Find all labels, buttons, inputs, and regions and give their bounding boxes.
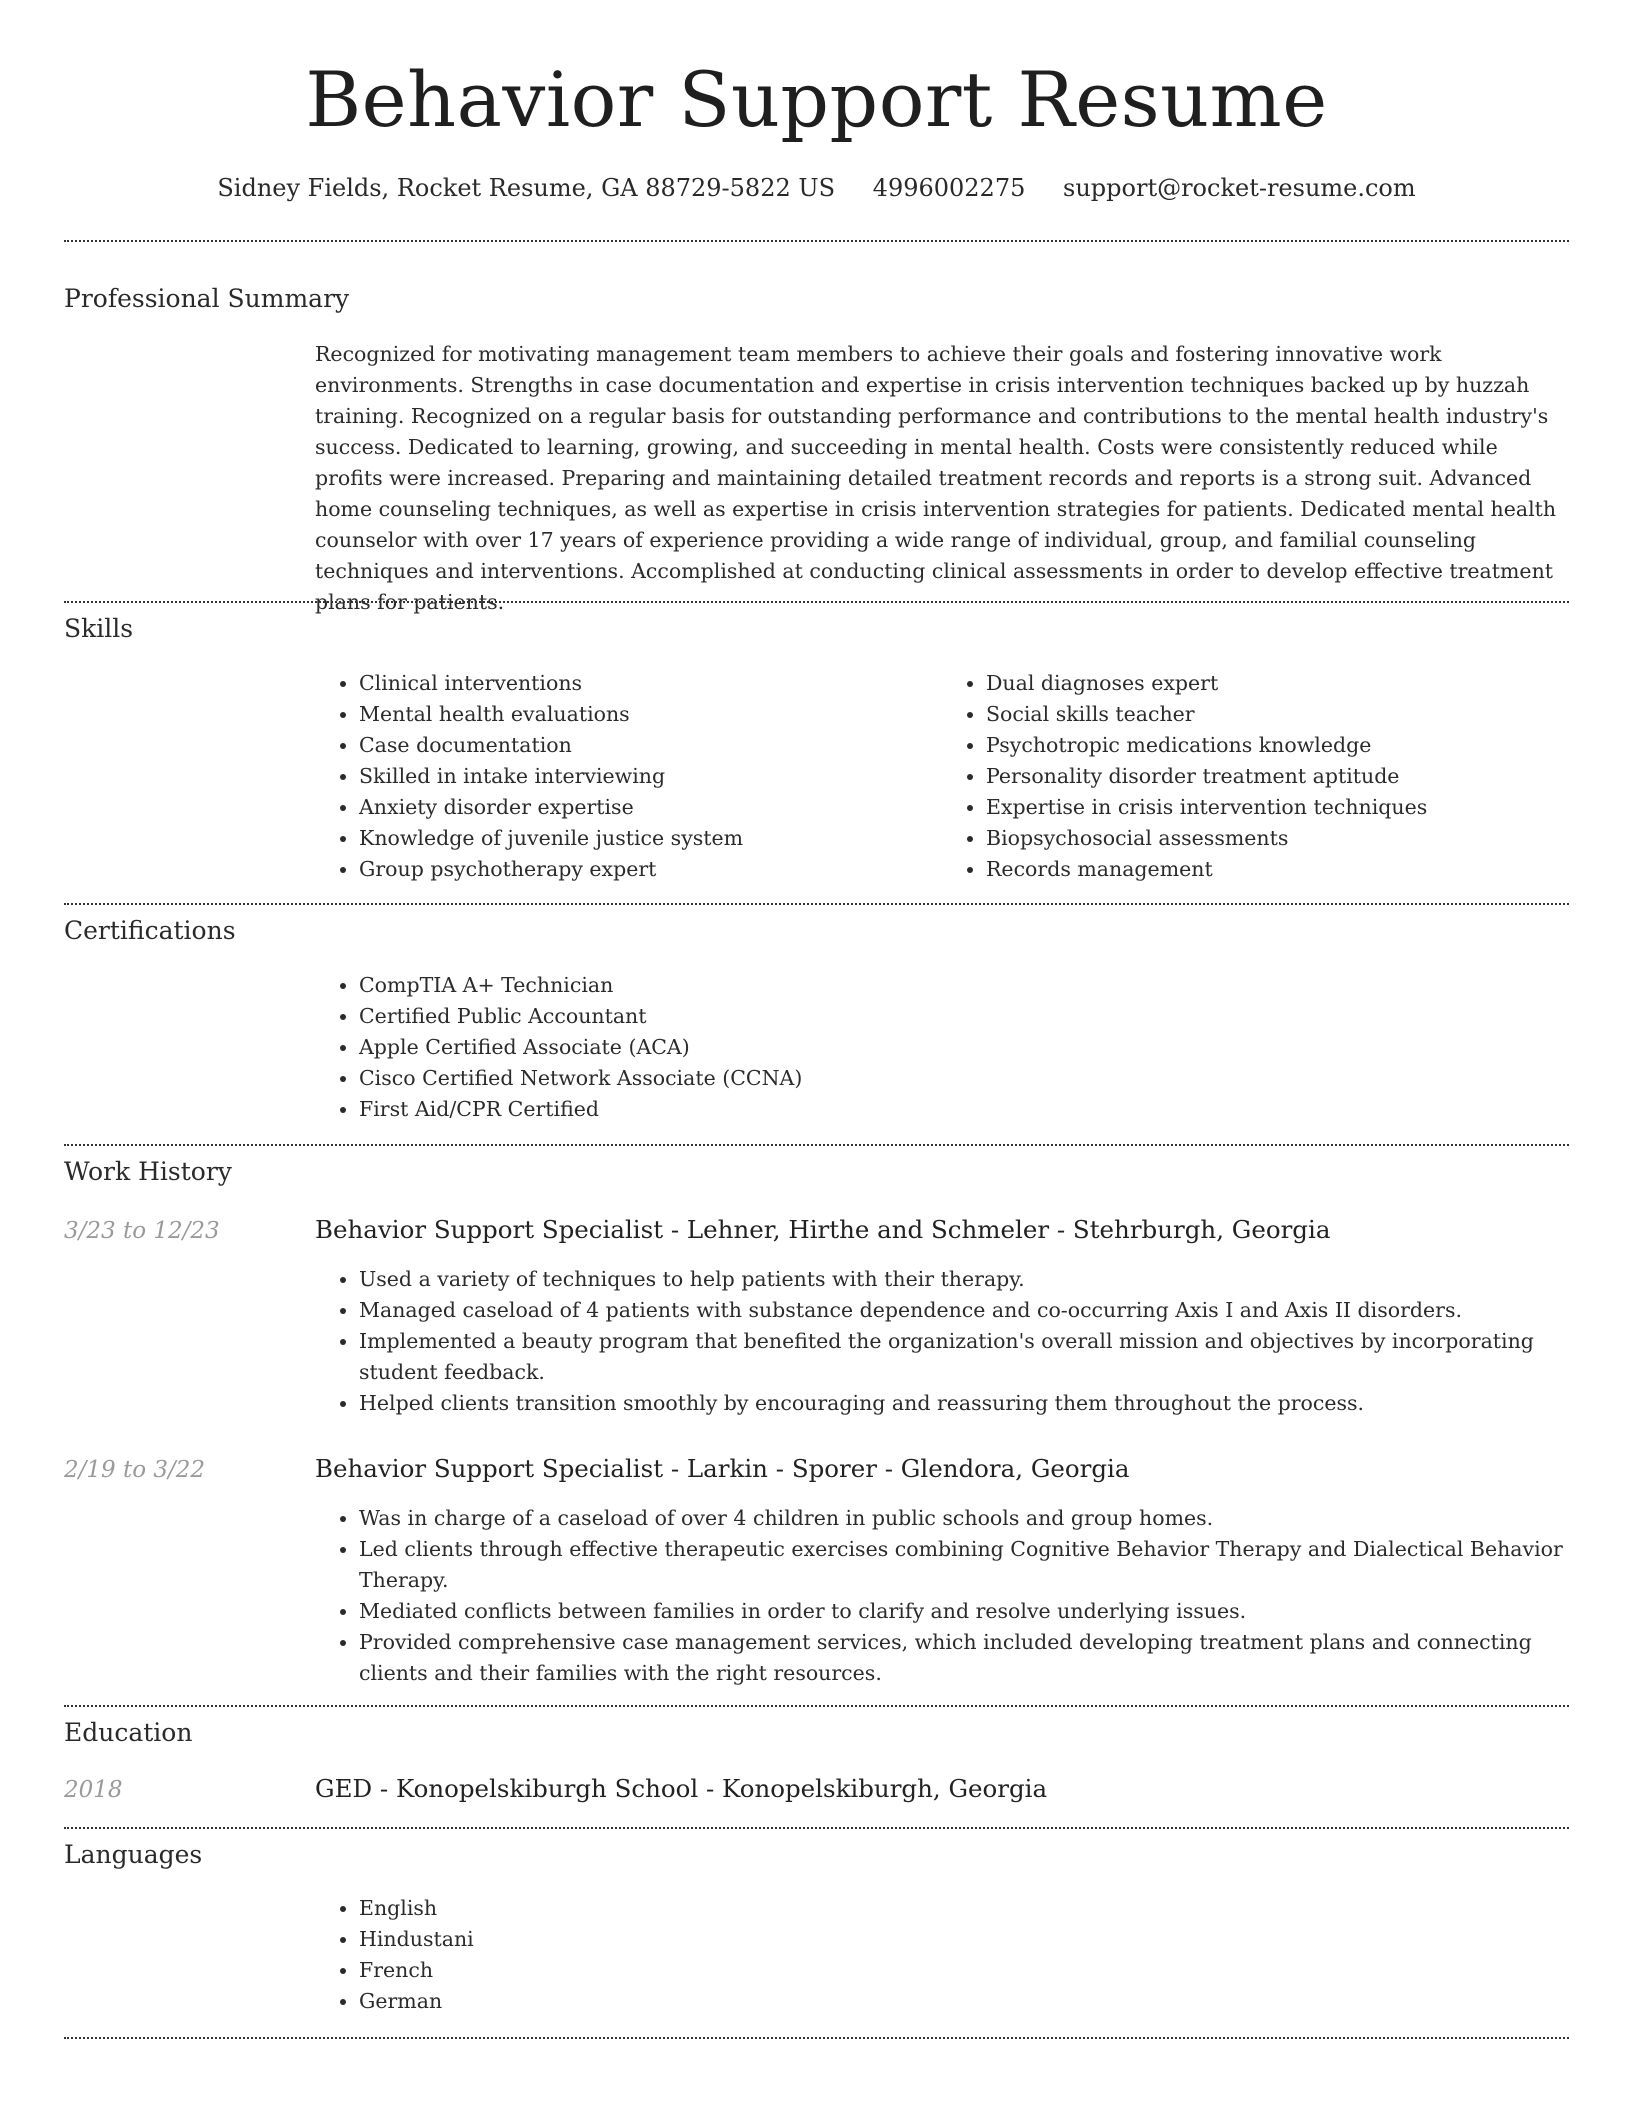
skill-item: • Records management <box>986 854 1569 885</box>
languages-section <box>315 1893 1569 2017</box>
job-bullet: • Implemented a beauty program that benefited the organization's overall mission and objectives by incorporating student feedback. <box>359 1326 1569 1388</box>
job-bullet: • Provided comprehensive case management services, which included developing treatment plans and connecting clients and their families with the right resources. <box>359 1627 1569 1689</box>
education-year: 2018 <box>64 1777 123 1803</box>
job-bullet: • Led clients through effective therapeutic exercises combining Cognitive Behavior Therapy and Dialectical Behavior Therapy. <box>359 1534 1569 1596</box>
skill-item: • Anxiety disorder expertise <box>359 792 942 823</box>
certification-item: • Certified Public Accountant <box>359 1001 1569 1032</box>
contact-line <box>64 170 1569 206</box>
skill-item: • Personality disorder treatment aptitude <box>986 761 1569 792</box>
contact-address: Sidney Fields, Rocket Resume, GA 88729-5822 US <box>217 174 836 202</box>
job-dates: 3/23 to 12/23 <box>64 1218 220 1244</box>
education-heading: GED - Konopelskiburgh School - Konopelskiburgh, Georgia <box>315 1774 1048 1803</box>
skills-section <box>315 668 1569 885</box>
summary-text: Recognized for motivating management team members to achieve their goals and fostering innovative work environments. Strengths in case documentation and expertise in crisis intervention techniques backed up by huzzah training. Recognized on a regular basis for outstanding performance and contributions to the mental health industry's success. Dedicated to learning, growing, and succeeding in mental health. Costs were consistently reduced while profits were increased. Preparing and maintaining detailed treatment records and reports is a strong suit. Advanced home counseling techniques, as well as expertise in crisis intervention strategies for patients. Dedicated mental health counselor with over 17 years of experience providing a wide range of individual, group, and familial counseling techniques and interventions. Accomplished at conducting clinical assessments in order to develop effective treatment plans for patients. <box>315 342 1557 614</box>
skill-item: • Expertise in crisis intervention techniques <box>986 792 1569 823</box>
divider <box>64 1705 1569 1707</box>
contact-phone: 4996002275 <box>872 174 1026 202</box>
job-bullets <box>315 1264 1569 1419</box>
section-title-summary: Professional Summary <box>64 284 350 313</box>
skill-item: • Case documentation <box>359 730 942 761</box>
job-details <box>315 1503 1569 1689</box>
language-item: • French <box>359 1955 1569 1986</box>
certification-item: • Apple Certified Associate (ACA) <box>359 1032 1569 1063</box>
skill-item: • Clinical interventions <box>359 668 942 699</box>
certification-item: • CompTIA A+ Technician <box>359 970 1569 1001</box>
certification-item: • First Aid/CPR Certified <box>359 1094 1569 1125</box>
job-heading: Behavior Support Specialist - Larkin - Sporer - Glendora, Georgia <box>315 1454 1130 1483</box>
language-item: • English <box>359 1893 1569 1924</box>
languages-list <box>315 1893 1569 2017</box>
job-dates: 2/19 to 3/22 <box>64 1457 206 1483</box>
skill-item: • Mental health evaluations <box>359 699 942 730</box>
section-title-skills: Skills <box>64 614 134 643</box>
skill-item: • Group psychotherapy expert <box>359 854 942 885</box>
language-item: • German <box>359 1986 1569 2017</box>
section-title-certifications: Certifications <box>64 916 236 945</box>
summary-section <box>315 339 1569 618</box>
resume-title: Behavior Support Resume <box>305 55 1328 144</box>
certification-item: • Cisco Certified Network Associate (CCNA) <box>359 1063 1569 1094</box>
job-bullet: • Was in charge of a caseload of over 4 children in public schools and group homes. <box>359 1503 1569 1534</box>
divider <box>64 1144 1569 1146</box>
job-bullet: • Helped clients transition smoothly by encouraging and reassuring them throughout the process. <box>359 1388 1569 1419</box>
job-bullet: • Used a variety of techniques to help patients with their therapy. <box>359 1264 1569 1295</box>
certifications-section <box>315 970 1569 1125</box>
section-title-education: Education <box>64 1718 193 1747</box>
section-title-languages: Languages <box>64 1840 203 1869</box>
skill-item: • Psychotropic medications knowledge <box>986 730 1569 761</box>
job-heading: Behavior Support Specialist - Lehner, Hirthe and Schmeler - Stehrburgh, Georgia <box>315 1215 1331 1244</box>
skills-list-left <box>315 668 942 885</box>
skill-item: • Dual diagnoses expert <box>986 668 1569 699</box>
skill-item: • Skilled in intake interviewing <box>359 761 942 792</box>
divider <box>64 2037 1569 2039</box>
job-details <box>315 1264 1569 1419</box>
contact-email: support@rocket-resume.com <box>1063 174 1416 202</box>
skill-item: • Biopsychosocial assessments <box>986 823 1569 854</box>
skills-list-right <box>942 668 1569 885</box>
job-bullet: • Managed caseload of 4 patients with substance dependence and co-occurring Axis I and Axis II disorders. <box>359 1295 1569 1326</box>
divider <box>64 601 1569 603</box>
divider <box>64 240 1569 242</box>
job-bullets <box>315 1503 1569 1689</box>
section-title-work-history: Work History <box>64 1157 232 1186</box>
divider <box>64 903 1569 905</box>
skill-item: • Knowledge of juvenile justice system <box>359 823 942 854</box>
language-item: • Hindustani <box>359 1924 1569 1955</box>
divider <box>64 1827 1569 1829</box>
skill-item: • Social skills teacher <box>986 699 1569 730</box>
certifications-list <box>315 970 1569 1125</box>
job-bullet: • Mediated conflicts between families in order to clarify and resolve underlying issues. <box>359 1596 1569 1627</box>
